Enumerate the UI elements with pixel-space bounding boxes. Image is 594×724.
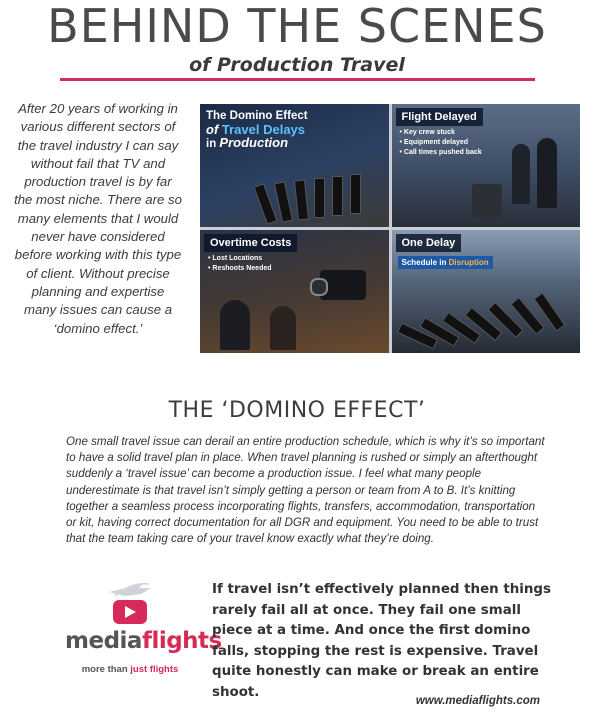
logo-tagline	[65, 664, 195, 675]
website-link[interactable]: www.mediaflights.com	[415, 695, 540, 707]
tag-text: Schedule in	[401, 258, 449, 267]
domino-collage-image	[200, 104, 580, 353]
domino-tile	[314, 178, 325, 218]
bullet-item: • Reshoots Needed	[208, 265, 272, 272]
bullet-item: • Equipment delayed	[399, 139, 469, 146]
domino-tile	[253, 183, 277, 224]
collage-panel-overtime	[200, 230, 389, 353]
domino-tile	[350, 174, 361, 214]
panel-domino-line2-prefix: of	[206, 122, 222, 137]
panel-one-delay-tag	[398, 256, 493, 269]
panel-flight-title: Flight Delayed	[396, 108, 483, 126]
camera-lens-shape	[310, 278, 328, 296]
domino-tile	[332, 176, 343, 216]
panel-one-delay-title: One Delay	[396, 234, 462, 252]
domino-tile	[274, 181, 293, 222]
panel-overtime-title: Overtime Costs	[204, 234, 297, 252]
intro-paragraph: After 20 years of working in various different sectors of the travel industry I can say without fail that TV and production travel is by far the most niche. There are so many elements that I would never have considered before working with this type of client. Without precise planning and expertise many issues can cause a ‘domino effect.’	[14, 101, 182, 336]
panel-domino-line3	[206, 135, 289, 150]
section-title: THE ‘DOMINO EFFECT’	[168, 398, 426, 423]
domino-tile	[294, 180, 309, 221]
logo-word-media: media	[65, 628, 142, 654]
title-underline	[60, 78, 535, 81]
tag-highlight: Disruption	[448, 258, 489, 267]
panel-domino-line1: The Domino Effect	[206, 110, 308, 122]
traveler-silhouette	[537, 138, 557, 208]
logo-wordmark	[65, 628, 222, 654]
tagline-part: more than	[81, 664, 131, 675]
section-body: One small travel issue can derail an entire production schedule, which is why it’s so important to have a solid travel plan in place. When travel planning is rushed or simply an afterthought suddenly a ‘travel issue’ can become a production issue. I feel what many people underestimate is that travel isn’t simply getting a person or team from A to B. It’s knitting together a seamless process incorporating flights, transfers, accommodation, transportation or kit, having correct documentation for all DGR and equipment. You need to be able to trust that the team taking care of your travel know exactly what they’re doing.	[66, 435, 545, 546]
traveler-silhouette	[512, 144, 530, 204]
bullet-item: • Call times pushed back	[399, 149, 482, 156]
callout-text: If travel isn’t effectively planned then things rarely fail all at once. They fail one small piece at a time. And once the first domino falls, stopping the rest is expensive. Travel quite honestly can make or break an entire shoot.	[212, 582, 551, 700]
panel-domino-line3-highlight: Production	[219, 135, 289, 150]
page-title: BEHIND THE SCENES	[47, 0, 547, 53]
panel-flight-bullets	[400, 128, 482, 158]
bullet-item: • Lost Locations	[208, 255, 263, 262]
page-subtitle: of Production Travel	[189, 54, 405, 76]
collage-panel-flight-delayed	[392, 104, 581, 227]
panel-overtime-bullets	[208, 254, 272, 274]
panel-domino-line3-prefix: in	[206, 138, 220, 150]
tagline-highlight: just flights	[130, 664, 179, 675]
collage-panel-domino-effect	[200, 104, 389, 227]
luggage-shape	[472, 184, 502, 218]
mediaflights-logo	[65, 578, 222, 688]
collage-panel-one-delay	[392, 230, 581, 353]
panel-domino-title	[206, 110, 308, 151]
crew-silhouette	[270, 306, 296, 350]
bullet-item: • Key crew stuck	[399, 129, 455, 136]
panel-domino-line2-highlight: Travel Delays	[221, 122, 306, 137]
crew-silhouette	[220, 300, 250, 350]
logo-word-flights: flights	[141, 628, 222, 654]
